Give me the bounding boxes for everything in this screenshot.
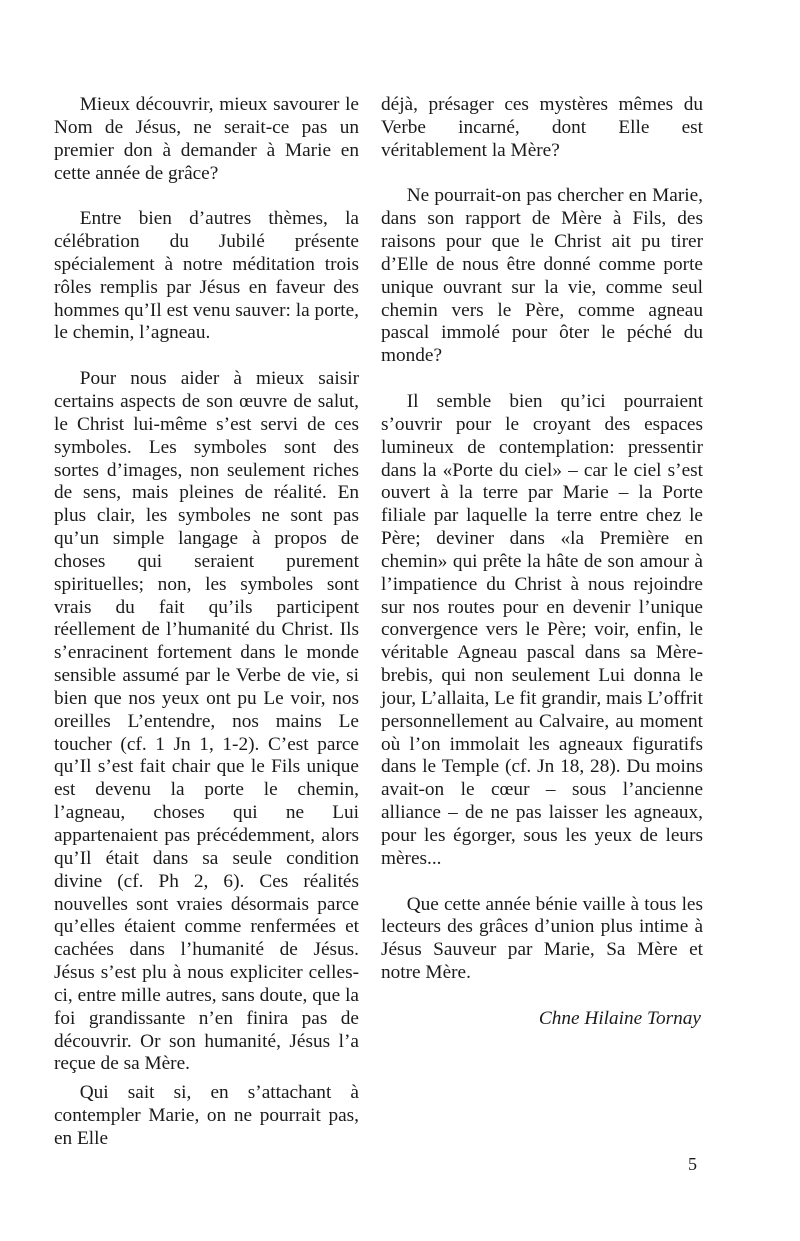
paragraph — [381, 391, 703, 871]
right-column — [381, 94, 703, 1031]
paragraph — [54, 208, 359, 345]
paragraph-text: déjà, présager ces mystères mêmes du Verbe incarné, dont Elle est véritablement la Mère? — [381, 94, 703, 161]
paragraph-text: Qui sait si, en s’attachant à contempler Marie, on ne pourrait pas, en Elle — [54, 1082, 359, 1149]
paragraph-text: Que cette année bénie vaille à tous les lecteurs des grâces d’union plus intime à Jésus Sauveur par Marie, Sa Mère et notre Mère. — [381, 893, 703, 984]
paragraph — [54, 94, 359, 185]
paragraph — [381, 94, 703, 163]
left-column — [54, 94, 359, 1151]
paragraph — [54, 1076, 359, 1151]
paragraph — [381, 185, 703, 368]
paragraph — [54, 368, 359, 1076]
page-number: 5 — [688, 1154, 697, 1174]
paragraph-text: Pour nous aider à mieux saisir certains aspects de son œuvre de salut, le Christ lui-même s’est servi de ces symboles. Les symboles sont des sortes d’images, non seulement riches de sens, mais pleines de réalité. En plus clair, les symboles ne sont pas qu’un simple langage à propos de choses qui seraient purement spirituelles; non, les symboles sont vrais du fait qu’ils participent réellement de l’humanité du Christ. Ils s’enracinent fortement dans le monde sensible assumé par le Verbe de vie, si bien que nos yeux ont pu Le voir, nos oreilles L’entendre, nos mains Le toucher (cf. 1 Jn 1, 1-2). C’est parce qu’Il s’est fait chair que le Fils unique est devenu la porte le chemin, l’agneau, choses qui ne Lui appartenaient pas précédemment, alors qu’Il était dans sa seule condition divine (cf. Ph 2, 6). Ces réalités nouvelles sont vraies désormais parce qu’elles étaient comme renfermées et cachées dans l’humanité de Jésus. Jésus s’est plu à nous expliciter celles-ci, entre mille autres, sans doute, que la foi grandissante n’en finira pas de découvrir. Or son humanité, Jésus l’a reçue de sa Mère. — [54, 368, 359, 1075]
author-signature: Chne Hilaine Tornay — [538, 1007, 701, 1029]
paragraph-text: Mieux découvrir, mieux savourer le Nom de Jésus, ne serait-ce pas un premier don à demander à Marie en cette année de grâce? — [54, 94, 359, 184]
paragraph — [381, 894, 703, 985]
paragraph-text: Il semble bien qu’ici pourraient s’ouvrir pour le croyant des espaces lumineux de contemplation: pressentir dans la «Porte du ciel» – car le ciel s’est ouvert à la terre par Marie – la Porte filiale par laquelle la terre entre chez le Père; deviner dans «la Première en chemin» qui prête la hâte de son amour à l’impatience du Christ à nous rejoindre sur nos routes pour en devenir l’unique convergence vers le Père; voir, enfin, le véritable Agneau pascal dans sa Mère-brebis, qui non seulement Lui donna le jour, L’allaita, Le fit grandir, mais L’offrit personnellement au Calvaire, au moment où l’on immolait les agneaux figuratifs dans le Temple (cf. Jn 18, 28). Du moins avait-on le cœur – sous l’ancienne alliance – de ne pas laisser les agneaux, pour les égorger, sous les yeux de leurs mères... — [381, 390, 703, 869]
paragraph-text: Ne pourrait-on pas chercher en Marie, dans son rapport de Mère à Fils, des raisons pour que le Christ ait pu tirer d’Elle de nous être donné comme porte unique ouvrant sur la vie, comme seul chemin vers le Père, comme agneau pascal immolé pour ôter le péché du monde? — [381, 185, 703, 367]
paragraph-text: Entre bien d’autres thèmes, la célébration du Jubilé présente spécialement à notre méditation trois rôles remplis par Jésus en faveur des hommes qu’Il est venu sauver: la porte, le chemin, l’agneau. — [54, 208, 359, 344]
